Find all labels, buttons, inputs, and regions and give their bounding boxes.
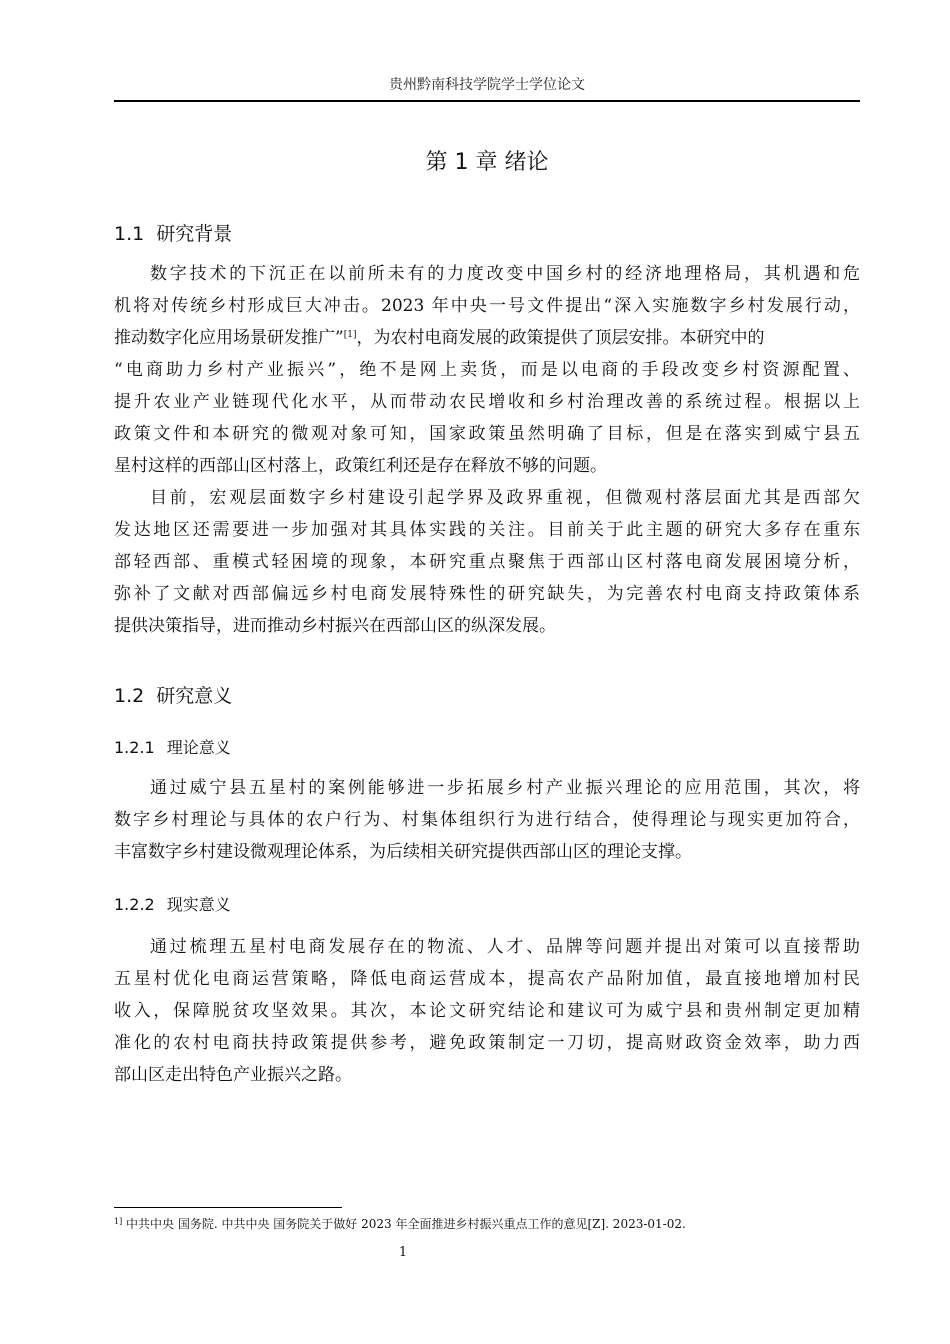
text-line xyxy=(114,322,860,354)
footnote xyxy=(114,1214,860,1234)
header-rule xyxy=(114,100,860,102)
citation-ref[interactable]: [1] xyxy=(343,330,357,340)
paragraph-background-1 xyxy=(114,258,860,482)
section-heading-1-2 xyxy=(114,682,232,710)
text-line: “电商助力乡村产业振兴”，绝不是网上卖货，而是以电商的手段改变乡村资源配置、 xyxy=(114,360,860,380)
section-title: 研究背景 xyxy=(156,223,233,245)
subsection-heading-1-2-2 xyxy=(114,892,231,918)
text-line: 部山区走出特色产业振兴之路。 xyxy=(114,1065,352,1085)
text-line: 通过梳理五星村电商发展存在的物流、人才、品牌等问题并提出对策可以直接帮助 xyxy=(150,937,860,957)
page-number: 1 xyxy=(398,1245,408,1260)
text-line: 星村这样的西部山区村落上，政策红利还是存在释放不够的问题。 xyxy=(114,456,607,476)
text-line: 收入，保障脱贫攻坚效果。其次，本论文研究结论和建议可为威宁县和贵州制定更加精 xyxy=(114,1001,860,1021)
footnote-marker: 1] xyxy=(114,1217,123,1226)
text-line: 机将对传统乡村形成巨大冲击。2023 年中央一号文件提出“深入实施数字乡村发展行动， xyxy=(114,296,860,316)
text-line: 通过威宁县五星村的案例能够进一步拓展乡村产业振兴理论的应用范围，其次，将 xyxy=(150,778,860,798)
text-line: 部轻西部、重模式轻困境的现象，本研究重点聚焦于西部山区村落电商发展困境分析， xyxy=(114,552,860,572)
section-title: 现实意义 xyxy=(166,895,231,914)
subsection-heading-1-2-1 xyxy=(114,735,231,761)
text-line: 准化的农村电商扶持政策提供参考，避免政策制定一刀切，提高财政资金效率，助力西 xyxy=(114,1033,860,1053)
section-number: 1.2.2 xyxy=(114,895,155,914)
text-line: 提供决策指导，进而推动乡村振兴在西部山区的纵深发展。 xyxy=(114,616,556,636)
text-line: 数字技术的下沉正在以前所未有的力度改变中国乡村的经济地理格局，其机遇和危 xyxy=(150,264,860,284)
text-line: 政策文件和本研究的微观对象可知，国家政策虽然明确了目标，但是在落实到威宁县五 xyxy=(114,424,860,444)
text-line: 目前，宏观层面数字乡村建设引起学界及政界重视，但微观村落层面尤其是西部欠 xyxy=(150,488,860,508)
paragraph-background-2 xyxy=(114,482,860,642)
text-segment: 推动数字化应用场景研发推广” xyxy=(114,328,344,348)
section-number: 1.1 xyxy=(114,223,145,245)
text-line: 发达地区还需要进一步加强对其具体实践的关注。目前关于此主题的研究大多存在重东 xyxy=(114,520,860,540)
paragraph-theory xyxy=(114,772,860,868)
text-line: 弥补了文献对西部偏远乡村电商发展特殊性的研究缺失，为完善农村电商支持政策体系 xyxy=(114,584,860,604)
section-number: 1.2.1 xyxy=(114,738,155,757)
section-title: 理论意义 xyxy=(166,738,231,757)
section-number: 1.2 xyxy=(114,685,145,707)
section-heading-1-1 xyxy=(114,220,232,248)
text-line: 丰富数字乡村建设微观理论体系，为后续相关研究提供西部山区的理论支撑。 xyxy=(114,842,692,862)
text-line: 提升农业产业链现代化水平，从而带动农民增收和乡村治理改善的系统过程。根据以上 xyxy=(114,392,860,412)
section-title: 研究意义 xyxy=(156,685,233,707)
footnote-text: 中共中央 国务院. 中共中央 国务院关于做好 2023 年全面推进乡村振兴重点工作的意见[Z]. 2023-01-02. xyxy=(126,1217,686,1231)
chapter-title: 第 1 章 绪论 xyxy=(425,150,549,175)
page-header: 贵州黔南科技学院学士学位论文 xyxy=(389,77,585,93)
paragraph-practice xyxy=(114,931,860,1091)
footnote-rule xyxy=(114,1207,342,1208)
text-segment: ，为农村电商发展的政策提供了顶层安排。本研究中的 xyxy=(356,328,765,348)
text-line: 数字乡村理论与具体的农户行为、村集体组织行为进行结合，使得理论与现实更加符合， xyxy=(114,810,860,830)
text-line: 五星村优化电商运营策略，降低电商运营成本，提高农产品附加值，最直接地增加村民 xyxy=(114,969,860,989)
